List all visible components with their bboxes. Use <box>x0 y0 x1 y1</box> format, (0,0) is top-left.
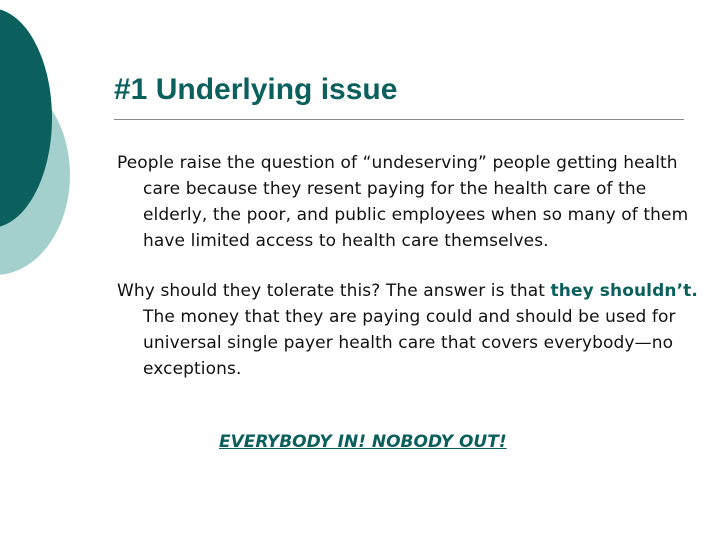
paragraph-emphasis: they shouldn’t. <box>550 281 698 301</box>
slogan: EVERYBODY IN! NOBODY OUT! <box>219 432 507 452</box>
paragraph-undeserving: People raise the question of “undeserving” people getting health care because they resent paying for the health care of the elderly, the poor, and public employees when so many of them have limited access to health care themselves. <box>117 153 689 251</box>
slide-title: #1 Underlying issue <box>114 73 398 106</box>
paragraph-tolerate <box>117 278 707 382</box>
slide-body <box>117 150 707 382</box>
title-divider <box>114 119 684 120</box>
paragraph-tolerate-text-start: Why should they tolerate this? The answer is that <box>117 281 551 301</box>
decorative-circles <box>0 0 120 300</box>
paragraph-tolerate-text-end: The money that they are paying could and should be used for universal single payer health care that covers everybody—no exceptions. <box>143 307 676 379</box>
